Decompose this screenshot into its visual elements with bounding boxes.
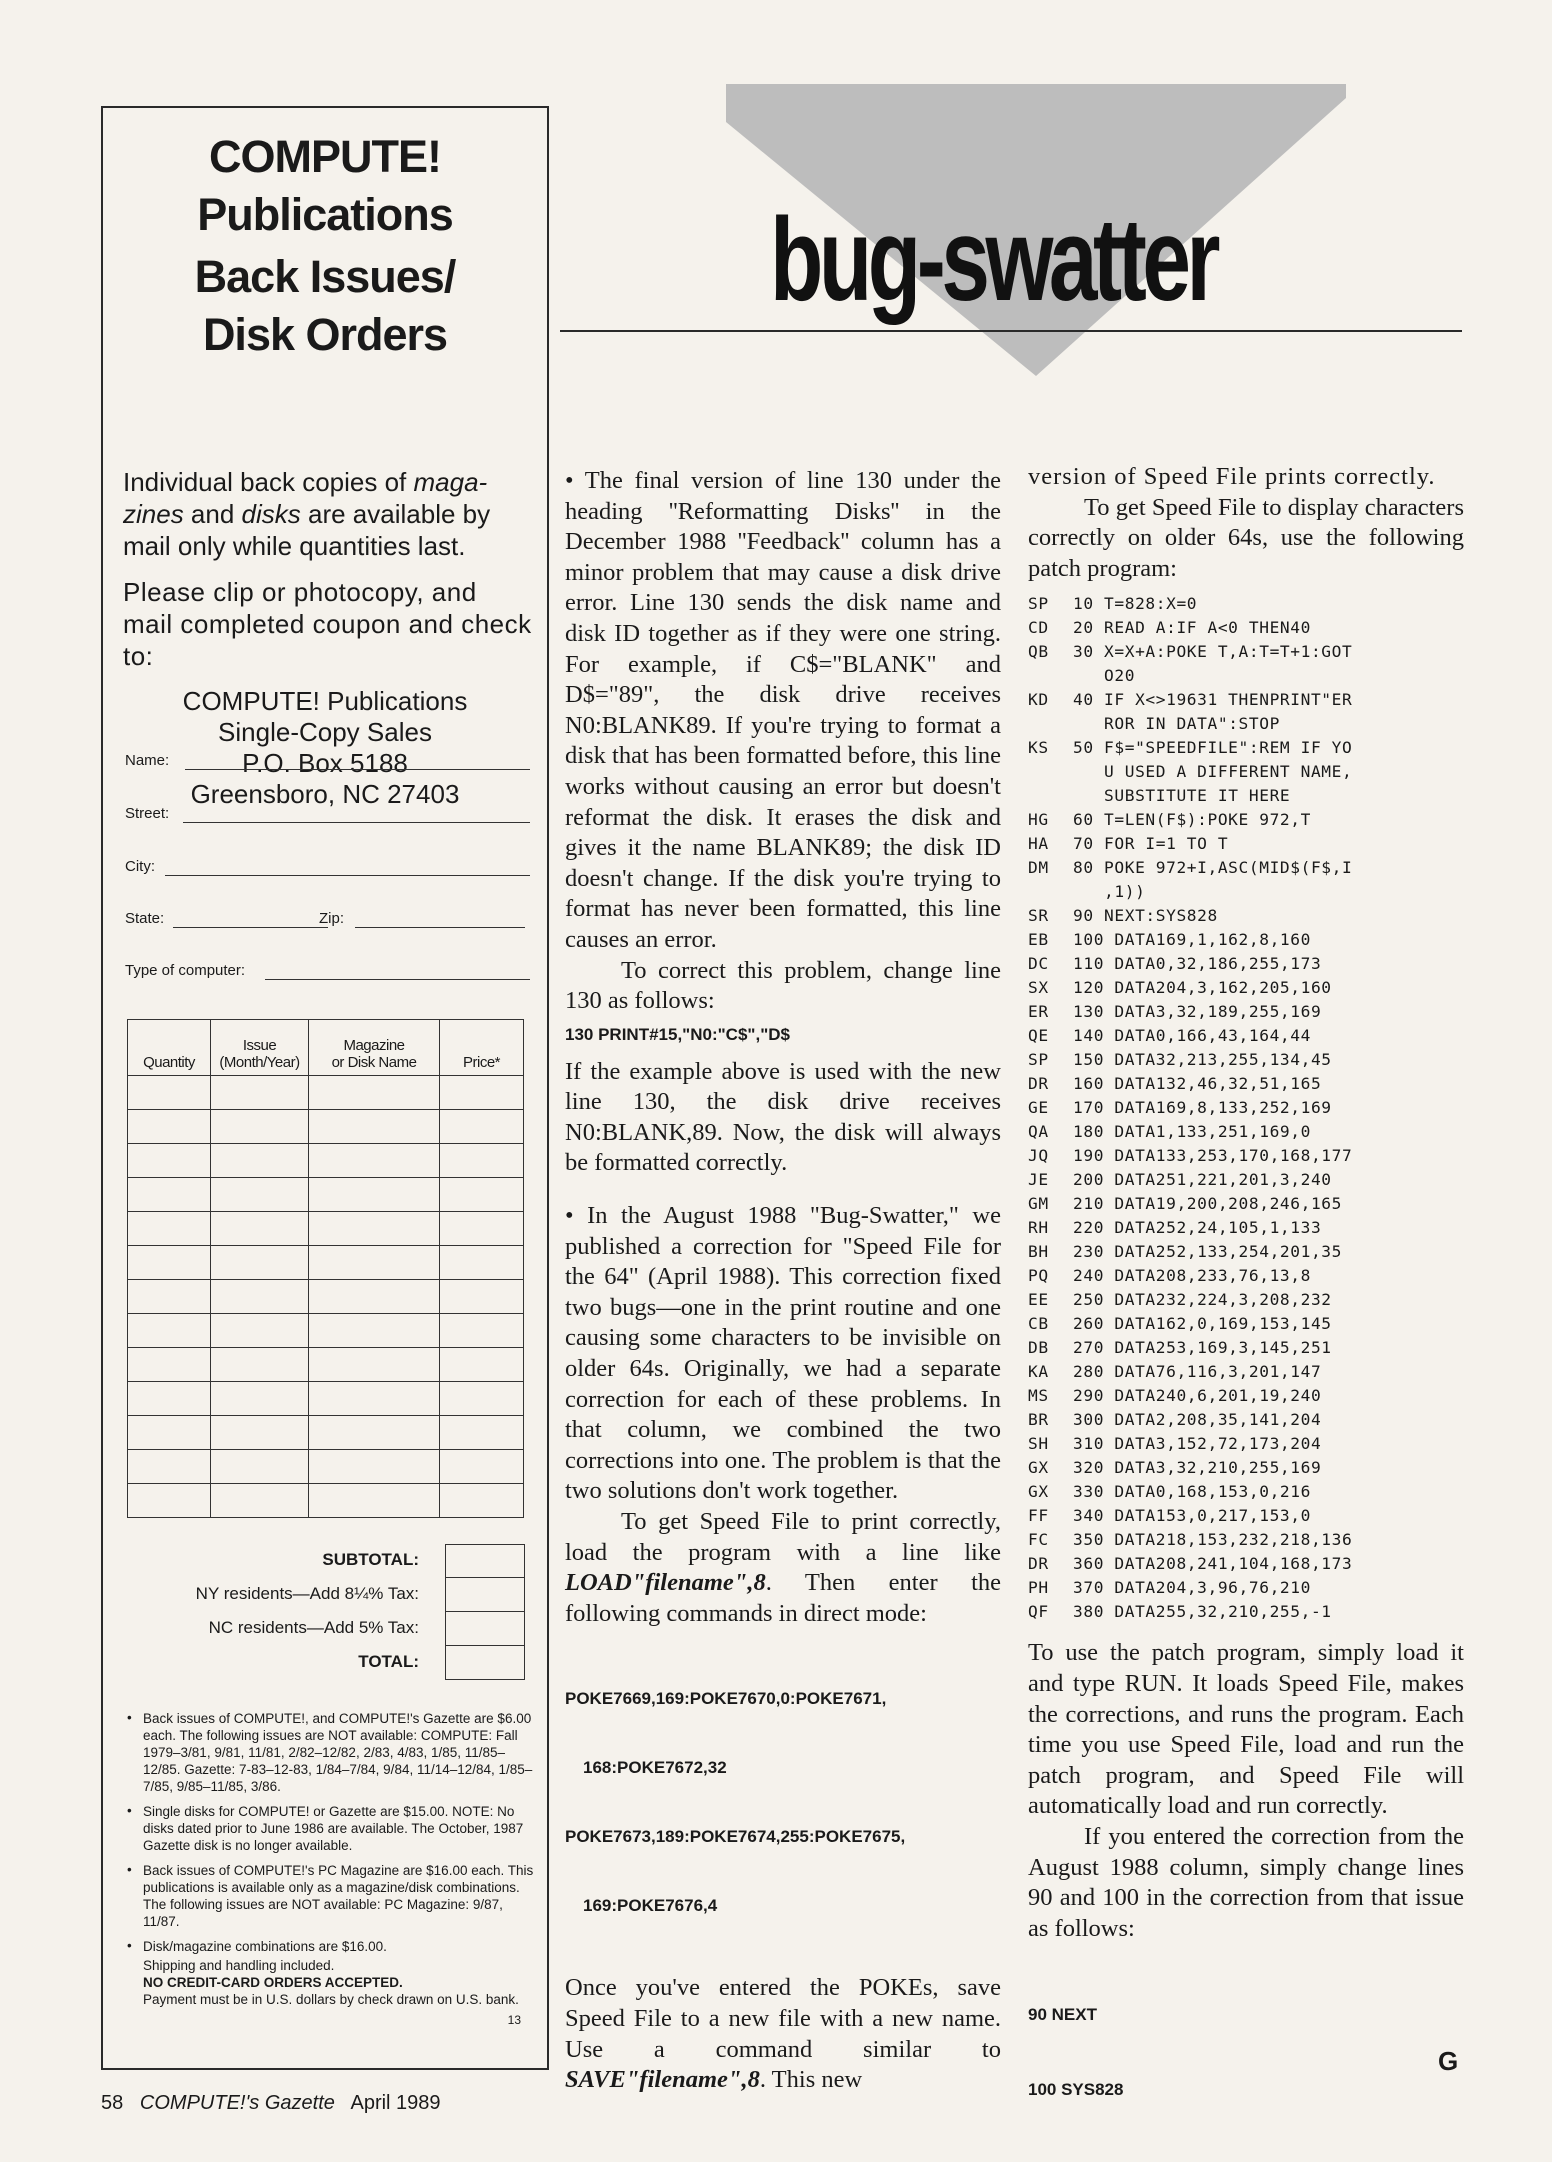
code-text: 100 DATA169,1,162,8,160 (1073, 930, 1311, 950)
checksum: DC (1028, 954, 1049, 974)
table-row (128, 1246, 524, 1280)
code-text: 210 DATA19,200,208,246,165 (1073, 1194, 1342, 1214)
paragraph: If the example above is used with the new line 130, the disk drive receives N0:BLANK,89. Now, the disk will always be formatted correctly. (565, 1057, 1001, 1177)
code-text: 230 DATA252,133,254,201,35 (1073, 1242, 1342, 1262)
patch-program-listing (1028, 592, 1464, 1624)
code-text: 50 F$="SPEEDFILE":REM IF YO U USED A DIFFERENT NAME, SUBSTITUTE IT HERE (1073, 738, 1353, 806)
checksum: QF (1028, 1602, 1049, 1622)
listing-line (1028, 1600, 1464, 1624)
table-row (128, 1076, 524, 1110)
checksum: SH (1028, 1434, 1049, 1454)
listing-line (1028, 1192, 1464, 1216)
checksum: QA (1028, 1122, 1049, 1142)
code-text: 220 DATA252,24,105,1,133 (1073, 1218, 1322, 1238)
coupon-clip-text: Please clip or photocopy, and mail completed coupon and check to: (123, 577, 532, 671)
magazine-name: COMPUTE!'s Gazette (139, 2092, 335, 2114)
listing-line (1028, 1240, 1464, 1264)
table-row (128, 1212, 524, 1246)
bug-swatter-logo: bug-swatter (770, 194, 1217, 326)
table-row (128, 1314, 524, 1348)
table-row (128, 1382, 524, 1416)
col-magazine: Magazine or Disk Name (309, 1020, 440, 1076)
listing-line (1028, 1072, 1464, 1096)
listing-line (1028, 1168, 1464, 1192)
note-combinations: • Disk/magazine combinations are $16.00. (125, 1938, 535, 1955)
listing-line (1028, 1504, 1464, 1528)
code-text: 320 DATA3,32,210,255,169 (1073, 1458, 1322, 1478)
checksum: SX (1028, 978, 1049, 998)
code-text: 270 DATA253,169,3,145,251 (1073, 1338, 1332, 1358)
table-row (128, 1110, 524, 1144)
checksum: GX (1028, 1458, 1049, 1478)
note-single-disks: • Single disks for COMPUTE! or Gazette are $15.00. NOTE: No disks dated prior to June 1986 are available. The October, 1987 Gazette disk is no longer available. (125, 1803, 535, 1854)
listing-line (1028, 736, 1464, 808)
total-row[interactable]: TOTAL: (103, 1646, 547, 1680)
listing-line (1028, 1384, 1464, 1408)
listing-line (1028, 1000, 1464, 1024)
load-command: LOAD"filename",8 (565, 1569, 766, 1597)
paragraph: version of Speed File prints correctly. (1028, 463, 1436, 490)
coupon-notes (125, 1710, 535, 2008)
code-text: 80 POKE 972+I,ASC(MID$(F$,I ,1)) (1073, 858, 1353, 902)
listing-line (1028, 976, 1464, 1000)
article-column-right (1028, 462, 1464, 2162)
checksum: QE (1028, 1026, 1049, 1046)
listing-line (1028, 1576, 1464, 1600)
checksum: EB (1028, 930, 1049, 950)
code-text: 60 T=LEN(F$):POKE 972,T (1073, 810, 1311, 830)
code-text: 20 READ A:IF A<0 THEN40 (1073, 618, 1311, 638)
ny-tax-box[interactable] (445, 1578, 525, 1612)
checksum: EE (1028, 1290, 1049, 1310)
listing-line (1028, 1432, 1464, 1456)
checksum: ER (1028, 1002, 1049, 1022)
code-text: 330 DATA0,168,153,0,216 (1073, 1482, 1311, 1502)
note-pc-magazine: • Back issues of COMPUTE!'s PC Magazine are $16.00 each. This publications is available only as a magazine/disk combinations. The following issues are NOT available: PC Magazine: 9/87, 11/87. (125, 1862, 535, 1930)
checksum: GE (1028, 1098, 1049, 1118)
listing-line (1028, 856, 1464, 904)
code-text: 350 DATA218,153,232,218,136 (1073, 1530, 1353, 1550)
order-rows[interactable] (128, 1076, 524, 1518)
listing-line (1028, 1552, 1464, 1576)
code-text: 280 DATA76,116,3,201,147 (1073, 1362, 1322, 1382)
checksum: JE (1028, 1170, 1049, 1190)
listing-line (1028, 952, 1464, 976)
listing-line (1028, 1312, 1464, 1336)
table-row (128, 1484, 524, 1518)
checksum: MS (1028, 1386, 1049, 1406)
checksum: FC (1028, 1530, 1049, 1550)
paragraph: To get Speed File to print correctly, load the program with a line like LOAD"filename",8. Then enter the following commands in direct mode: (565, 1508, 1001, 1627)
code-text: 240 DATA208,233,76,13,8 (1073, 1266, 1311, 1286)
total-box[interactable] (445, 1646, 525, 1680)
listing-line (1028, 928, 1464, 952)
checksum: SR (1028, 906, 1049, 926)
page-footer (101, 2092, 441, 2115)
code-text: 70 FOR I=1 TO T (1073, 834, 1229, 854)
paragraph: • In the August 1988 "Bug-Swatter," we published a correction for "Speed File for the 64" (April 1988). This correction fixed two bugs—one in the print routine and one causing some characters to be invisible on older 64s. Originally, we had a separate correction for each of these problems. In that column, we combined the two corrections into one. The problem is that the two solutions don't work together. (565, 1202, 1001, 1505)
col-issue: Issue (Month/Year) (211, 1020, 309, 1076)
nc-tax-box[interactable] (445, 1612, 525, 1646)
listing-line (1028, 808, 1464, 832)
name-field[interactable]: Name: (125, 752, 535, 772)
coupon-intro: Individual back copies of maga- zines and disks are available by mail only while quantities last. (123, 467, 491, 561)
code-text: 190 DATA133,253,170,168,177 (1073, 1146, 1353, 1166)
listing-line (1028, 1096, 1464, 1120)
city-field[interactable]: City: (125, 858, 535, 878)
poke-commands: POKE7669,169:POKE7670,0:POKE7671, 168:POKE7672,32 POKE7673,189:POKE7674,255:POKE7675, 169:POKE7676,4 (565, 1689, 906, 1916)
checksum: GM (1028, 1194, 1049, 1214)
checksum: CB (1028, 1314, 1049, 1334)
listing-line (1028, 1144, 1464, 1168)
listing-line (1028, 1048, 1464, 1072)
listing-line (1028, 640, 1464, 688)
order-table (127, 1019, 524, 1518)
code-text: 290 DATA240,6,201,19,240 (1073, 1386, 1322, 1406)
end-mark: G (1438, 2046, 1459, 2076)
computer-type-field[interactable]: Type of computer: (125, 962, 535, 982)
street-field[interactable]: Street: (125, 805, 535, 825)
table-row (128, 1416, 524, 1450)
checksum: BR (1028, 1410, 1049, 1430)
listing-line (1028, 1408, 1464, 1432)
listing-line (1028, 1216, 1464, 1240)
code-text: 150 DATA32,213,255,134,45 (1073, 1050, 1332, 1070)
listing-line (1028, 1264, 1464, 1288)
nc-tax-row[interactable]: NC residents—Add 5% Tax: (103, 1612, 547, 1646)
state-field[interactable]: State: (125, 910, 335, 930)
listing-line (1028, 1456, 1464, 1480)
save-command: SAVE"filename",8 (565, 2066, 760, 2094)
replacement-lines: 90 NEXT 100 SYS828 (1028, 2005, 1124, 2100)
listing-line (1028, 1336, 1464, 1360)
checksum: HA (1028, 834, 1049, 854)
checksum: DB (1028, 1338, 1049, 1358)
checksum: QB (1028, 642, 1049, 662)
checksum: KD (1028, 690, 1049, 710)
back-issues-coupon (101, 106, 549, 2070)
code-text: 380 DATA255,32,210,255,-1 (1073, 1602, 1332, 1622)
subtotal-box[interactable] (445, 1544, 525, 1578)
checksum: RH (1028, 1218, 1049, 1238)
code-text: 260 DATA162,0,169,153,145 (1073, 1314, 1332, 1334)
checksum: SP (1028, 1050, 1049, 1070)
table-row (128, 1178, 524, 1212)
note-back-issues: • Back issues of COMPUTE!, and COMPUTE!'s Gazette are $6.00 each. The following issues are NOT available: COMPUTE: Fall 1979–3/81, 9/81, 11/81, 2/82–12/82, 2/83, 4/83, 1/85, 11/85–12/85. Gazette: 7-83–12-83, 1/84–7/84, 9/84, 11/14–12/84, 1/85–7/85, 9/85–11/85, 3/86. (125, 1710, 535, 1795)
paragraph: To correct this problem, change line 130 as follows: (565, 956, 1001, 1015)
code-text: 370 DATA204,3,96,76,210 (1073, 1578, 1311, 1598)
code-text: 340 DATA153,0,217,153,0 (1073, 1506, 1311, 1526)
code-text: 250 DATA232,224,3,208,232 (1073, 1290, 1332, 1310)
checksum: DM (1028, 858, 1049, 878)
code-text: 10 T=828:X=0 (1073, 594, 1198, 614)
code-text: 310 DATA3,152,72,173,204 (1073, 1434, 1322, 1454)
paragraph: If you entered the correction from the August 1988 column, simply change lines 90 and 100 in the correction from that issue as follows: (1028, 1822, 1464, 1942)
code-text: 160 DATA132,46,32,51,165 (1073, 1074, 1322, 1094)
code-text: 200 DATA251,221,201,3,240 (1073, 1170, 1332, 1190)
checksum: DR (1028, 1554, 1049, 1574)
article-column-middle (565, 466, 1001, 2096)
code-text: 140 DATA0,166,43,164,44 (1073, 1026, 1311, 1046)
mailing-address: COMPUTE! Publications Single-Copy Sales P.O. Box 5188 Greensboro, NC 27403 (182, 686, 468, 809)
checksum: PH (1028, 1578, 1049, 1598)
checksum: KA (1028, 1362, 1049, 1382)
checksum: DR (1028, 1074, 1049, 1094)
issue-date: April 1989 (350, 2092, 441, 2114)
subtotal-row[interactable]: SUBTOTAL: (103, 1544, 547, 1578)
checksum: JQ (1028, 1146, 1049, 1166)
ny-tax-row[interactable]: NY residents—Add 8¼% Tax: (103, 1578, 547, 1612)
table-row (128, 1144, 524, 1178)
col-price: Price* (440, 1020, 524, 1076)
code-text: 120 DATA204,3,162,205,160 (1073, 978, 1332, 998)
checksum: GX (1028, 1482, 1049, 1502)
code-text: 110 DATA0,32,186,255,173 (1073, 954, 1322, 974)
table-row (128, 1280, 524, 1314)
note-no-credit: NO CREDIT-CARD ORDERS ACCEPTED. (143, 1975, 403, 1990)
paragraph: Once you've entered the POKEs, save Speed File to a new file with a new name. Use a command similar to SAVE"filename",8. This new (565, 1974, 1001, 2094)
col-quantity: Quantity (128, 1020, 211, 1076)
checksum: BH (1028, 1242, 1049, 1262)
code-text: 300 DATA2,208,35,141,204 (1073, 1410, 1322, 1430)
code-text: 40 IF X<>19631 THENPRINT"ER ROR IN DATA":STOP (1073, 690, 1353, 734)
listing-line (1028, 616, 1464, 640)
note-payment: Payment must be in U.S. dollars by check drawn on U.S. bank. (143, 1992, 519, 2007)
code-text: 30 X=X+A:POKE T,A:T=T+1:GOT O20 (1073, 642, 1353, 686)
table-row (128, 1348, 524, 1382)
code-text: 170 DATA169,8,133,252,169 (1073, 1098, 1332, 1118)
checksum: SP (1028, 594, 1049, 614)
code-text: 90 NEXT:SYS828 (1073, 906, 1218, 926)
listing-line (1028, 1024, 1464, 1048)
coupon-title: COMPUTE! Publications Back Issues/ Disk Orders (194, 131, 456, 360)
listing-line (1028, 1360, 1464, 1384)
listing-line (1028, 832, 1464, 856)
checksum: FF (1028, 1506, 1049, 1526)
listing-line (1028, 592, 1464, 616)
listing-line (1028, 1120, 1464, 1144)
zip-field[interactable]: Zip: (319, 910, 529, 930)
table-row (128, 1450, 524, 1484)
checksum: PQ (1028, 1266, 1049, 1286)
listing-line (1028, 688, 1464, 736)
checksum: HG (1028, 810, 1049, 830)
listing-line (1028, 1288, 1464, 1312)
code-text: 360 DATA208,241,104,168,173 (1073, 1554, 1353, 1574)
code-text: 180 DATA1,133,251,169,0 (1073, 1122, 1311, 1142)
listing-line (1028, 904, 1464, 928)
checksum: KS (1028, 738, 1049, 758)
listing-line (1028, 1480, 1464, 1504)
code-line-130: 130 PRINT#15,"N0:"C$","D$ (565, 1024, 790, 1044)
listing-line (1028, 1528, 1464, 1552)
paragraph: • The final version of line 130 under the heading ''Reformatting Disks'' in the December 1988 ''Feedback'' column has a minor problem that may cause a disk drive error. Line 130 sends the disk name and disk ID together as if they were one string. For example, if C$="BLANK" and D$="89", the disk drive receives N0:BLANK89. If you're trying to format a disk that has been formatted before, this line works without causing an error but doesn't reformat the disk. It erases the disk and gives it the name BLANK89; the disk ID doesn't change. If the disk you're trying to format has never been formatted, this line causes an error. (565, 467, 1001, 953)
header-rule (560, 330, 1462, 332)
coupon-code-number: 13 (507, 2013, 521, 2027)
page-number: 58 (101, 2092, 124, 2114)
paragraph: To use the patch program, simply load it and type RUN. It loads Speed File, makes the corrections, and runs the program. Each time you use Speed File, load and run the patch program, and Speed File will automatically load and run correctly. (1028, 1639, 1464, 1820)
checksum: CD (1028, 618, 1049, 638)
code-text: 130 DATA3,32,189,255,169 (1073, 1002, 1322, 1022)
note-shipping: Shipping and handling included. (143, 1958, 335, 1973)
paragraph: To get Speed File to display characters correctly on older 64s, use the following patch program: (1028, 493, 1464, 582)
